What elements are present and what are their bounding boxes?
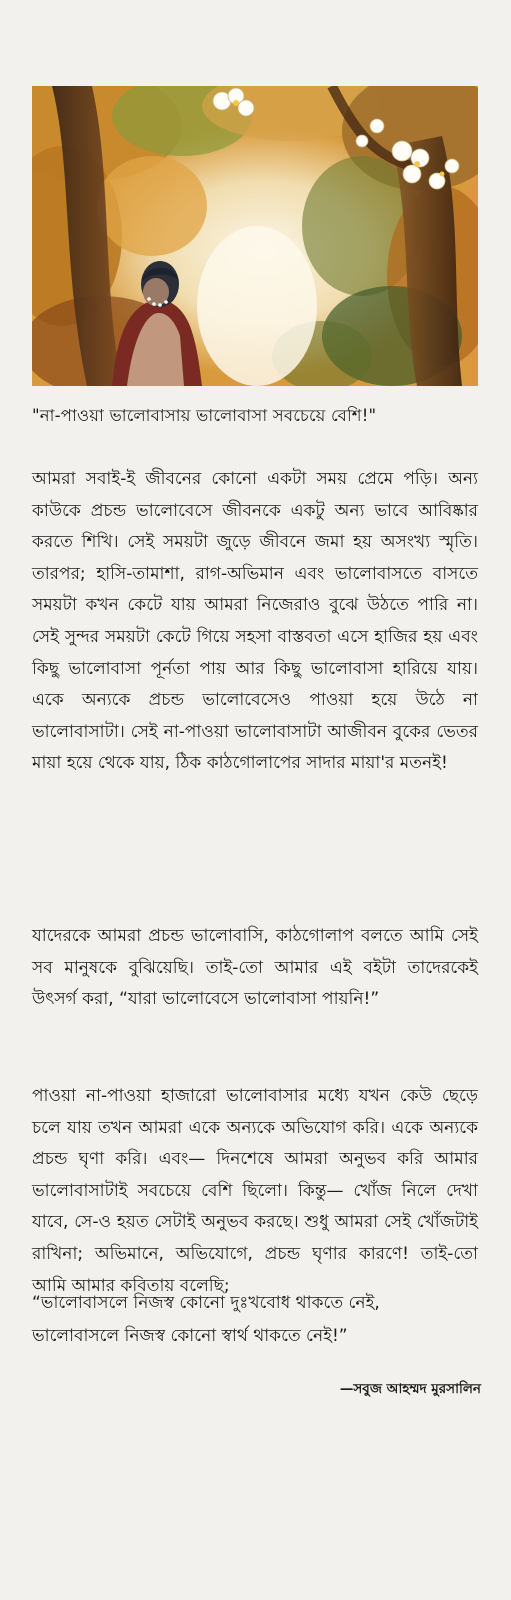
quote-line: ভালোবাসলে নিজস্ব কোনো স্বার্থ থাকতে নেই!”: [32, 1326, 348, 1346]
forest-woman-illustration: [32, 86, 478, 386]
paragraph-1: আমরা সবাই-ই জীবনের কোনো একটা সময় প্রেমে পড়ি। অন্য কাউকে প্রচন্ড ভালোবেসে জীবনকে একটু অন্য ভাবে আবিষ্কার করতে শিখি। সেই সময়টা জুড়ে জীবনে জমা হয় অসংখ্য স্মৃতি। তারপর; হাসি-তামাশা, রাগ-অভিমান এবং ভালোবাসতে বাসতে সময়টা কখন কেটে যায় আমরা নিজেরাও বুঝে উঠতে পারি না। সেই সুন্দর সময়টা কেটে গিয়ে সহসা বাস্তবতা এসে হাজির হয় এবং কিছু ভালোবাসা পূর্নতা পায় আর কিছু ভালোবাসা হারিয়ে যায়। একে অন্যকে প্রচন্ড ভালোবেসেও পাওয়া হয়ে উঠে না ভালোবাসাটা। সেই না-পাওয়া ভালোবাসাটা আজীবন বুকের ভেতর মায়া হয়ে থেকে যায়, ঠিক কাঠগোলাপের সাদার মায়া'র মতনই!: [32, 469, 478, 774]
quote-line: “ভালোবাসলে নিজস্ব কোনো দুঃখবোধ থাকতে নেই,: [32, 1293, 380, 1313]
author-signature: —সবুজ আহম্মদ মুরসালিন: [339, 1381, 481, 1397]
paragraph-3: পাওয়া না-পাওয়া হাজারো ভালোবাসার মধ্যে যখন কেউ ছেড়ে চলে যায় তখন আমরা একে অন্যকে অভিযোগ করি। একে অন্যকে প্রচন্ড ঘৃণা করি। এবং— দিনশেষে আমরা অনুভব করি আমার ভালোবাসাটাই সবচেয়ে বেশি ছিলো। কিন্তু— খোঁজ নিলে দেখা যাবে, সে-ও হয়ত সেটাই অনুভব করছে। শুধু আমরা সেই খোঁজটাই রাখিনা; অভিমানে, অভিযোগে, প্রচন্ড ঘৃণার কারণে! তাই-তো আমি আমার কবিতায় বলেছি;: [32, 1086, 478, 1296]
illustration-caption: "না-পাওয়া ভালোবাসায় ভালোবাসা সবচেয়ে বেশি!": [32, 406, 377, 425]
paragraph-2: যাদেরকে আমরা প্রচন্ড ভালোবাসি, কাঠগোলাপ বলতে আমি সেই সব মানুষকে বুঝিয়েছি। তাই-তো আমার এই বইটা তাদেরকেই উৎসর্গ করা, “যারা ভালোবেসে ভালোবাসা পায়নি!”: [32, 926, 478, 1010]
poem-quote: [32, 1287, 482, 1353]
watercolor-illustration-icon: [32, 86, 478, 386]
